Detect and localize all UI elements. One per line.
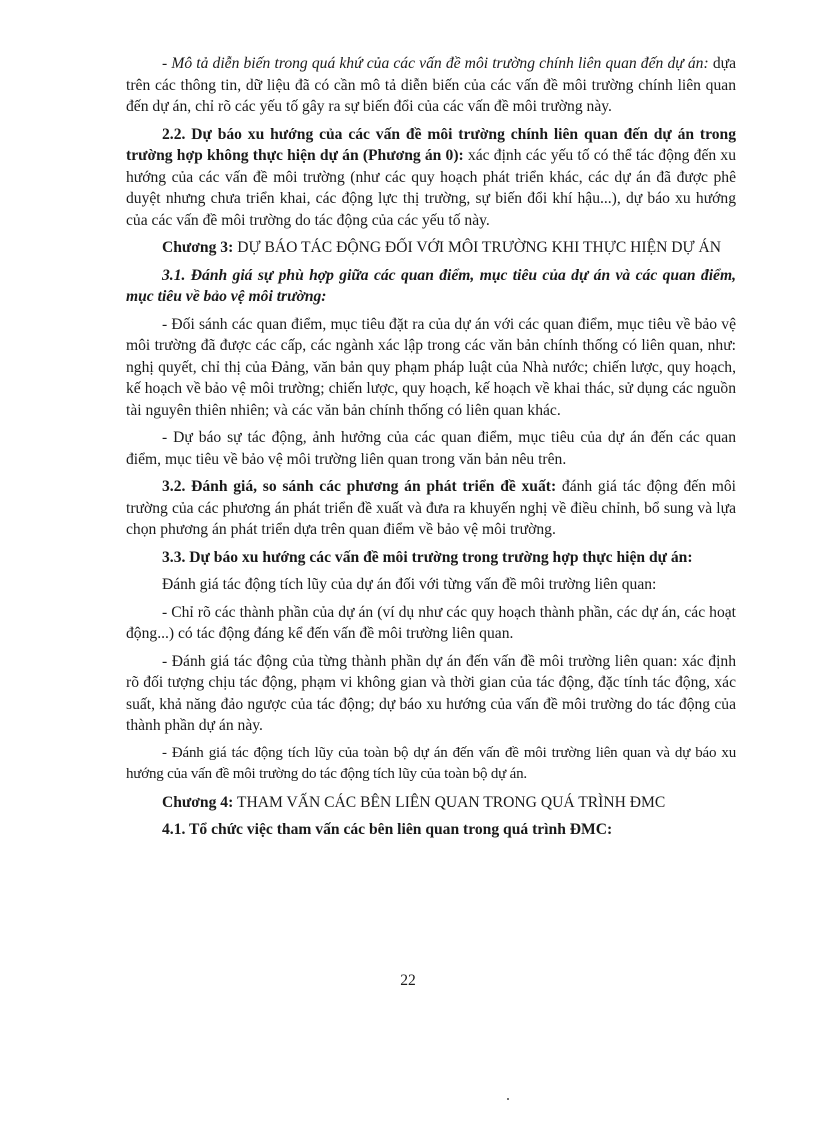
- paragraph-body: Đánh giá tác động tích lũy của dự án đối với từng vấn đề môi trường liên quan:: [162, 576, 657, 593]
- section-3-3: [126, 547, 736, 569]
- paragraph-lead: - Mô tả diễn biến trong quá khứ của các vấn đề môi trường chính liên quan đến dự án:: [162, 55, 709, 72]
- chapter-3-heading: [126, 237, 736, 259]
- page-number: 22: [400, 972, 416, 989]
- section-3-1: [126, 265, 736, 308]
- chapter-label: Chương 3:: [162, 239, 234, 256]
- paragraph-cumulative: [126, 574, 736, 596]
- paragraph-body: - Đánh giá tác động của từng thành phần dự án đến vấn đề môi trường liên quan: xác định rõ đối tượng chịu tác động, phạm vi không gian và thời gian của tác động, đặc tính tác động, xác suất, khả năng đảo ngược của tác động; dự báo xu hướng của vấn đề môi trường do tác động của thành phần dự án này.: [126, 652, 736, 734]
- paragraph-total-impact: [126, 743, 736, 786]
- paragraph-body: - Chỉ rõ các thành phần của dự án (ví dụ như các quy hoạch thành phần, các dự án, các hoạt động...) có tác động đáng kể đến vấn đề môi trường liên quan.: [126, 603, 736, 642]
- section-heading: 2.2. Dự báo xu hướng của các vấn đề môi trường chính liên quan đến dự án trong trường hợp không thực hiện dự án (Phương án 0):: [126, 125, 736, 164]
- section-2-2: [126, 124, 736, 232]
- body-text: [126, 53, 736, 847]
- section-heading: 3.1. Đánh giá sự phù hợp giữa các quan điểm, mục tiêu của dự án và các quan điểm, mục tiêu về bảo vệ môi trường:: [126, 266, 736, 305]
- paragraph-component-impact: [126, 651, 736, 737]
- chapter-title: THAM VẤN CÁC BÊN LIÊN QUAN TRONG QUÁ TRÌNH ĐMC: [233, 793, 666, 811]
- paragraph-forecast: [126, 427, 736, 470]
- paragraph-body: đánh giá tác động đến môi trường của các phương án phát triển đề xuất và đưa ra khuyến nghị về điều chỉnh, bổ sung và lựa chọn phương án phát triển dựa trên quan điểm về bảo vệ môi trường.: [126, 478, 736, 538]
- section-3-2: [126, 476, 736, 541]
- section-heading: 3.2. Đánh giá, so sánh các phương án phát triển đề xuất:: [162, 478, 557, 495]
- paragraph-body: - Dự báo sự tác động, ảnh hưởng của các quan điểm, mục tiêu của dự án đến các quan điểm, mục tiêu về bảo vệ môi trường liên quan trong văn bản nêu trên.: [126, 429, 736, 468]
- paragraph-body: xác định các yếu tố có thể tác động đến xu hướng của các vấn đề môi trường (như các quy hoạch phát triển khác, các dự án đã được phê duyệt nhưng chưa triển khai, các động lực thị trường, sự biến đổi khí hậu...), dự báo xu hướng của các vấn đề môi trường do tác động của các yếu tố này.: [126, 147, 736, 229]
- paragraph-components: [126, 602, 736, 645]
- paragraph-body: - Đánh giá tác động tích lũy của toàn bộ dự án đến vấn đề môi trường liên quan và dự báo xu hướng của vấn đề môi trường do tác động tích lũy của toàn bộ dự án.: [126, 744, 736, 782]
- paragraph-history: [126, 53, 736, 118]
- paragraph-compare: [126, 314, 736, 422]
- section-heading: 3.3. Dự báo xu hướng các vấn đề môi trường trong trường hợp thực hiện dự án:: [162, 548, 693, 566]
- chapter-4-heading: [126, 792, 736, 814]
- scan-speck: [507, 1098, 509, 1100]
- chapter-title: DỰ BÁO TÁC ĐỘNG ĐỐI VỚI MÔI TRƯỜNG KHI THỰC HIỆN DỰ ÁN: [233, 239, 722, 256]
- paragraph-body: dựa trên các thông tin, dữ liệu đã có cần mô tả diễn biến của các vấn đề môi trường chính liên quan đến dự án, chỉ rõ các yếu tố gây ra sự biến đổi của các vấn đề môi trường này.: [126, 55, 736, 115]
- section-4-1: [126, 819, 736, 841]
- section-heading: 4.1. Tổ chức việc tham vấn các bên liên quan trong quá trình ĐMC:: [162, 821, 613, 838]
- paragraph-body: - Đối sánh các quan điểm, mục tiêu đặt ra của dự án với các quan điểm, mục tiêu về bảo vệ môi trường đã được các cấp, các ngành xác lập trong các văn bản chính thống có liên quan, như: nghị quyết, chỉ thị của Đảng, văn bản quy phạm pháp luật của Nhà nước; chiến lược, quy hoạch, kế hoạch về bảo vệ môi trường; chiến lược, quy hoạch, kế hoạch về khai thác, sử dụng các nguồn tài nguyên thiên nhiên; và các văn bản chính thống có liên quan khác.: [126, 315, 736, 419]
- chapter-label: Chương 4:: [162, 793, 234, 811]
